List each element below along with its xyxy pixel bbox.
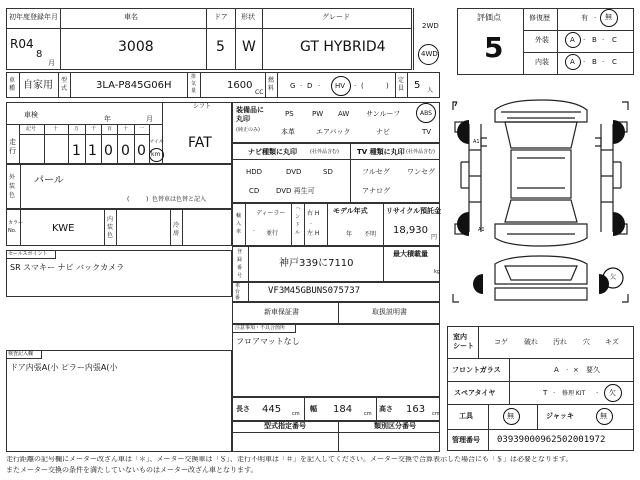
owner-manual: 取扱説明書: [372, 308, 407, 316]
nav-cd: CD: [249, 187, 260, 195]
fuel-sep: ·: [354, 82, 357, 90]
width-unit: cm: [364, 411, 372, 417]
interior-color-label: 内 装 色: [107, 216, 114, 239]
diagram-mark-a1-bottom: A1: [478, 227, 485, 233]
nav-hdd: HDD: [246, 168, 263, 176]
car-name-label: 車名: [124, 13, 138, 21]
fuel-sep: ·: [318, 82, 321, 90]
seat-koge: コゲ: [494, 338, 508, 346]
ac-label: 冷 房: [173, 222, 180, 237]
new-car-warranty: 新車保証書: [264, 308, 299, 316]
inspection-month: 月: [146, 115, 153, 123]
mileage-digit: 0: [137, 143, 146, 159]
colorno-box: [6, 209, 232, 246]
footer-line2: またメーター交換の条件を満たしていないものはメーター改ざん車となります。: [6, 466, 258, 474]
shift-value: FAT: [188, 135, 212, 151]
vin-value: VF3M45GBUNS075737: [268, 286, 361, 296]
dealer-label: ディーラー: [256, 210, 286, 217]
nav-type-sub: (社外品含む): [310, 149, 339, 155]
car-name-value: 3008: [118, 39, 154, 55]
digit-head: 十: [123, 126, 129, 132]
repair-no: 無: [605, 13, 612, 21]
digit-head: 一: [139, 126, 145, 132]
nav-dvd: DVD: [286, 168, 302, 176]
glass-dot: ·: [566, 366, 569, 374]
glass-a: A: [554, 366, 559, 374]
mileage-digit: 0: [104, 143, 113, 159]
use-label: 車 種: [9, 77, 16, 92]
tv-fullseg: フルセグ: [362, 168, 390, 176]
right-hand: 右 H: [307, 210, 320, 217]
model-value: 3LA-P845G06H: [96, 80, 172, 91]
import-label: 輸 入 車: [236, 213, 242, 235]
nav-sd: SD: [323, 168, 333, 176]
score-label: 評価点: [477, 13, 501, 22]
inspection-label: 車検: [24, 111, 38, 119]
notes-box: [232, 324, 440, 397]
nav-type-label: ナビ種類に丸印: [248, 148, 297, 156]
color-note-close: ): [146, 196, 149, 203]
fuel-hv: HV: [335, 82, 346, 90]
equip-sunroof: サンルーフ: [366, 110, 401, 118]
equip-airbag: エアバック: [316, 128, 351, 136]
glass-replace: 要久: [586, 366, 600, 374]
digit-head: 記号: [26, 126, 37, 132]
nav-dvd-play: DVD 再生可: [276, 187, 315, 195]
manage-no-label: 管理番号: [452, 436, 480, 444]
exterior-grade-label: 外装: [535, 36, 549, 44]
height-value: 163: [406, 404, 426, 415]
model-year-label: モデル年式: [333, 207, 368, 215]
max-load-kg: kg: [434, 269, 441, 275]
door-label: ドア: [214, 13, 228, 21]
parallel-label: 並行: [266, 230, 279, 237]
recycle-value: 18,930: [393, 225, 428, 236]
cc-unit: CC: [255, 89, 264, 96]
length-unit: cm: [292, 411, 300, 417]
shift-label: シフト: [193, 103, 212, 110]
tv-oneseg: ワンセグ: [407, 168, 435, 176]
capacity-unit: 人: [427, 87, 434, 94]
notes-label: 注意事項・不具合箇所: [235, 325, 286, 331]
tv-type-sub: (社外品含む): [406, 149, 435, 155]
jack-value: 無: [600, 412, 607, 420]
reg-month: 8: [36, 49, 43, 60]
fuel-sep: ·: [300, 82, 303, 90]
capacity-label: 定 員: [398, 77, 405, 92]
reg-year: R04: [10, 37, 34, 51]
ext-sep: ·: [602, 36, 605, 44]
spare-kit: 修理 KIT: [562, 390, 586, 397]
digit-head: 千: [91, 126, 97, 132]
front-glass-label: フロントガラス: [452, 366, 501, 374]
walk-label: 走 行: [9, 138, 16, 155]
mileage-box: [6, 102, 232, 164]
plate-label: 登 録 番 号: [237, 249, 243, 279]
spare-missing: 欠: [609, 389, 616, 397]
fuel-d: D: [307, 82, 313, 90]
tools-label: 工具: [459, 412, 473, 420]
int-sep: ·: [583, 58, 586, 66]
interior-seat-label: 室内 シート: [453, 333, 474, 350]
glass-x: ×: [573, 366, 579, 374]
inspector-label: 検査記入欄: [8, 351, 34, 357]
shape-label: 形状: [241, 13, 255, 21]
max-load-label: 最大積載量: [393, 250, 428, 258]
equip-aw: AW: [338, 110, 350, 118]
width-label: 幅: [310, 405, 317, 413]
equip-ps: PS: [285, 110, 294, 118]
mileage-digit: 0: [121, 143, 130, 159]
interior-grade-label: 内装: [535, 58, 549, 66]
use-value: 自家用: [23, 80, 53, 91]
exterior-color-label: 外 装 色: [9, 174, 16, 199]
disp-label: 排 気 量: [191, 74, 197, 94]
length-value: 445: [262, 404, 282, 415]
repair-history-label: 修復歴: [529, 14, 550, 22]
seat-scratch: キズ: [605, 338, 619, 346]
equip-leather: 本革: [281, 128, 295, 136]
mile-unit: マイル: [149, 139, 164, 145]
mileage-digit: 1: [88, 143, 97, 159]
interior-b: B: [592, 58, 597, 66]
left-hand: 左 H: [307, 230, 320, 237]
equip-pw: PW: [312, 110, 324, 118]
exterior-c: C: [612, 36, 617, 44]
fuel-paren-open: (: [361, 82, 364, 90]
displacement-value: 1600: [227, 80, 253, 91]
handle-label: ハ ン ド ル: [295, 206, 301, 236]
model-year-unit: 年: [346, 231, 353, 238]
inspection-year: 年: [104, 115, 111, 123]
score-value: 5: [484, 31, 504, 64]
capacity-value: 5: [414, 80, 421, 91]
seat-tear: 破れ: [524, 338, 538, 346]
footer-line1: 走行距離の記号欄にメーター改ざん車は「＊」、メーター交換車は「＄」、走行不明車は「＃」を記入してください。メーター交換で合算表示した場合にも「＄」は必要となります。: [6, 456, 573, 463]
hand-dot: ·: [310, 221, 312, 228]
dealer-dot: ·: [253, 228, 255, 235]
equip-tv: TV: [422, 128, 432, 136]
digit-head: 万: [74, 126, 80, 132]
reg-month-unit: 月: [48, 59, 55, 67]
repair-yes: 有: [581, 14, 588, 22]
interior-a: A: [570, 58, 575, 66]
jack-label: ジャッキ: [546, 412, 574, 420]
drive-4wd: 4WD: [421, 50, 438, 58]
repair-sep: ·: [594, 14, 597, 22]
reg-date-label: 初年度登録年月: [9, 13, 58, 21]
car-diagram: [447, 88, 634, 322]
shape-value: W: [242, 39, 256, 55]
height-unit: cm: [432, 411, 440, 417]
seat-dirt: 汚れ: [553, 338, 567, 346]
plate-value: 神戸339に7110: [279, 258, 354, 269]
color-note: 色替車は色替と記入: [152, 196, 207, 203]
doors-value: 5: [216, 39, 225, 55]
digit-head: 百: [107, 126, 113, 132]
exterior-b: B: [592, 36, 597, 44]
equip-abs: ABS: [420, 110, 432, 117]
diagram-mark-a1: A1: [473, 139, 480, 145]
equip-navi: ナビ: [376, 128, 390, 136]
sales-point-text: SR スマキー ナビ バックカメラ: [10, 263, 125, 272]
color-no-label: カラー No.: [8, 220, 24, 234]
tools-value: 無: [507, 412, 514, 420]
sales-point-label: セールスポイント: [8, 251, 48, 257]
height-label: 高さ: [379, 405, 393, 413]
spare-tire-label: スペアタイヤ: [454, 389, 496, 397]
exterior-a: A: [570, 36, 575, 44]
tv-analog: アナログ: [362, 187, 390, 195]
int-sep: ·: [602, 58, 605, 66]
vin-label: 車 台 番: [235, 283, 241, 301]
fuel-paren-close: ): [386, 82, 389, 90]
grade-label: グレード: [322, 13, 350, 21]
row2-grid: [6, 72, 440, 98]
spare-dot: ·: [596, 389, 599, 397]
seat-hole: 穴: [583, 338, 590, 346]
ext-sep: ·: [583, 36, 586, 44]
manage-no-value: 0393900096250200197​2: [497, 435, 606, 445]
grade-value: GT HYBRID4: [300, 39, 386, 55]
color-no-value: KWE: [52, 223, 75, 234]
model-spec-label: 型式指定番号: [264, 422, 306, 430]
fuel-label: 燃 料: [268, 77, 275, 92]
model-year-unknown: 不明: [364, 231, 377, 238]
color-note-open: (: [127, 196, 130, 203]
model-label: 型 式: [61, 77, 68, 92]
equip-label: 装備品に 丸印: [236, 106, 264, 123]
drive-2wd: 2WD: [422, 22, 439, 30]
km-unit: km: [151, 151, 161, 158]
recycle-label: リサイクル預託金: [386, 207, 442, 215]
length-label: 長さ: [236, 405, 250, 413]
equip-sub: (純正のみ): [236, 127, 260, 133]
fuel-g: G: [290, 82, 296, 90]
diagram-mark-x: 欠: [610, 274, 617, 281]
interior-c: C: [612, 58, 617, 66]
class-no-label: 類別区分番号: [374, 422, 416, 430]
spare-t: T: [543, 389, 548, 397]
mileage-digit: 1: [72, 143, 81, 159]
width-value: 184: [333, 404, 353, 415]
tv-type-label: TV 種類に丸印: [357, 148, 405, 156]
inspector-text: ドア内張A(小 ピラー内張A(小: [10, 363, 118, 372]
recycle-yen: 円: [431, 234, 438, 241]
exterior-color-value: パール: [34, 175, 64, 186]
digit-head: 十: [53, 126, 59, 132]
spare-dot: ·: [553, 389, 556, 397]
notes-text: フロアマットなし: [236, 337, 300, 346]
